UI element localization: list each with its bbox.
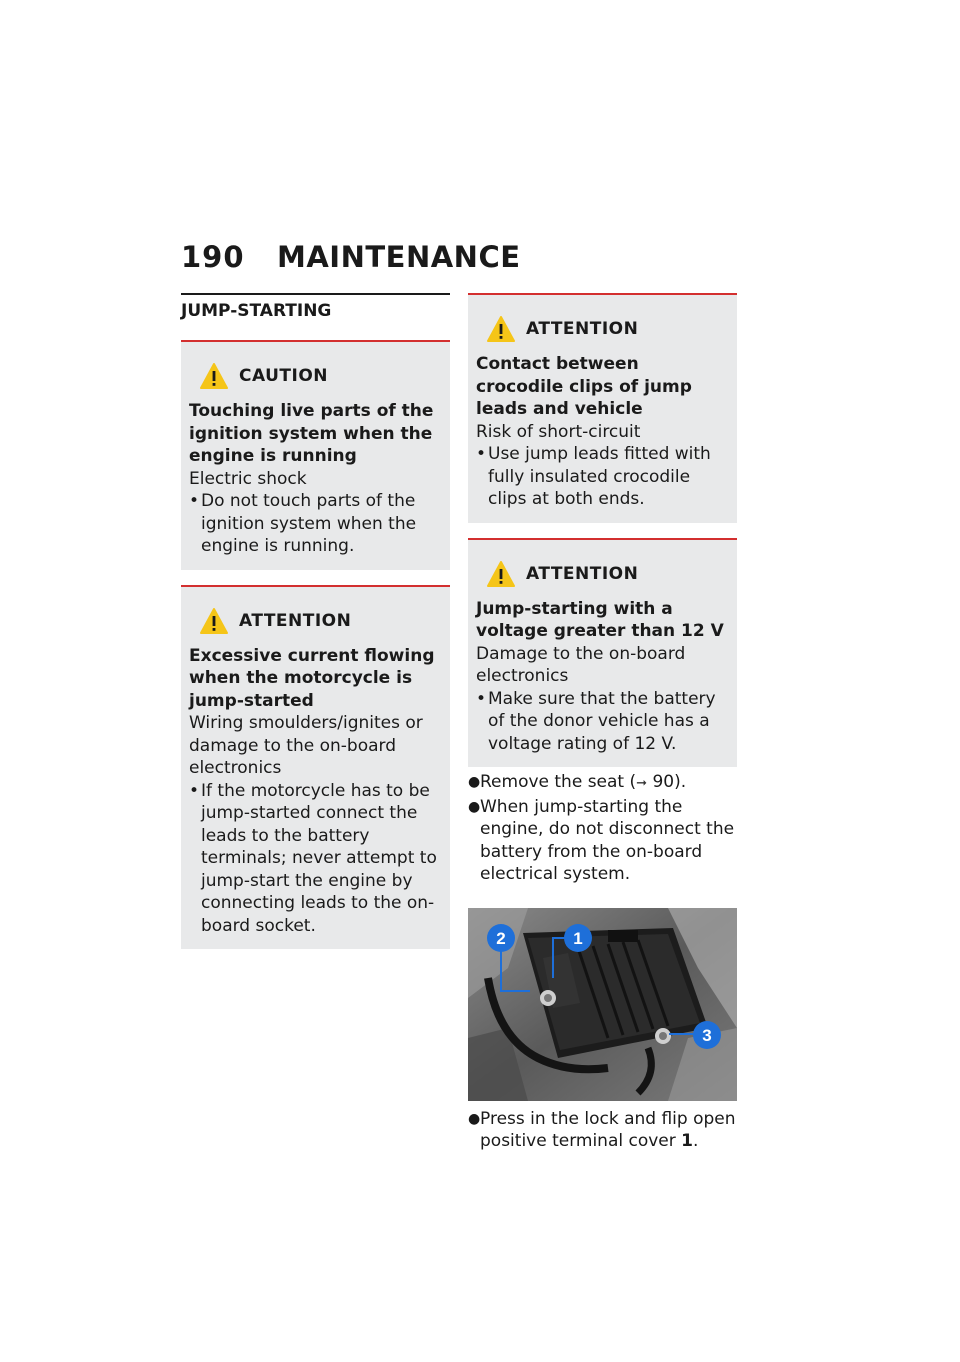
warning-triangle-icon: [199, 607, 229, 635]
callout-1: [564, 924, 592, 952]
notice-consequence: Damage to the on-board electronics: [476, 643, 686, 686]
bullet-dot-icon: ●: [468, 798, 481, 815]
list-item: • Do not touch parts of the ignition system when the engine is running.: [189, 491, 417, 556]
warning-triangle-icon: [199, 362, 229, 390]
step-item: ● Press in the lock and flip open positive terminal cover 1.: [468, 1108, 736, 1151]
bullet-dot-icon: •: [189, 491, 200, 511]
notice-consequence: Risk of short-circuit: [476, 421, 641, 442]
page-reference[interactable]: 90: [652, 772, 675, 792]
caution-notice: [181, 340, 450, 570]
list-item: • Make sure that the battery of the donor vehicle has a voltage rating of 12 V.: [476, 688, 716, 754]
bullet-dot-icon: •: [476, 688, 487, 709]
bullet-dot-icon: •: [476, 444, 487, 464]
battery-illustration: [468, 908, 737, 1101]
section-title: JUMP-STARTING: [181, 293, 450, 321]
chapter-title: MAINTENANCE: [277, 240, 521, 274]
step-item: ● Remove the seat (➞ 90).: [468, 771, 737, 796]
notice-title: Contact between crocodile clips of jump leads and vehicle: [476, 354, 692, 419]
bullet-dot-icon: •: [189, 780, 200, 801]
attention-notice: [468, 538, 737, 768]
notice-label: ATTENTION: [239, 610, 352, 631]
svg-text:3: 3: [702, 1025, 712, 1045]
page-number: 190: [181, 240, 245, 274]
notice-label: CAUTION: [239, 366, 329, 386]
attention-notice: [468, 293, 737, 523]
bullet-dot-icon: ●: [468, 1110, 481, 1127]
svg-text:2: 2: [496, 928, 506, 948]
notice-consequence: Wiring smoulders/ignites or damage to the on-board electronics: [189, 713, 423, 778]
svg-text:1: 1: [573, 928, 583, 948]
callout-reference: 1: [681, 1131, 694, 1151]
left-column: [181, 293, 450, 964]
bullet-dot-icon: ●: [468, 774, 481, 790]
notice-title: Excessive current flowing when the motorcycle is jump-started: [189, 645, 435, 711]
right-column: [468, 293, 737, 1153]
battery-photo: [468, 908, 737, 1101]
callout-3: [693, 1021, 721, 1049]
notice-title: Jump-starting with a voltage greater than 12 V: [476, 598, 724, 641]
list-item: • If the motorcycle has to be jump-started connect the leads to the battery terminals; never attempt to jump-start the engine by connecting leads to the on-board socket.: [189, 780, 437, 936]
step-item: ● When jump-starting the engine, do not disconnect the battery from the on-board electrical system.: [468, 796, 735, 884]
warning-triangle-icon: [486, 315, 516, 343]
notice-consequence: Electric shock: [189, 468, 307, 489]
warning-triangle-icon: [486, 560, 516, 588]
page-header: [181, 240, 521, 274]
notice-label: ATTENTION: [526, 319, 639, 339]
attention-notice: [181, 585, 450, 950]
notice-title: Touching live parts of the ignition system when the engine is running: [189, 401, 434, 466]
list-item: • Use jump leads fitted with fully insulated crocodile clips at both ends.: [476, 444, 711, 509]
reference-arrow-icon: ➞: [636, 776, 648, 791]
notice-label: ATTENTION: [526, 563, 639, 584]
callout-2: [487, 924, 515, 952]
